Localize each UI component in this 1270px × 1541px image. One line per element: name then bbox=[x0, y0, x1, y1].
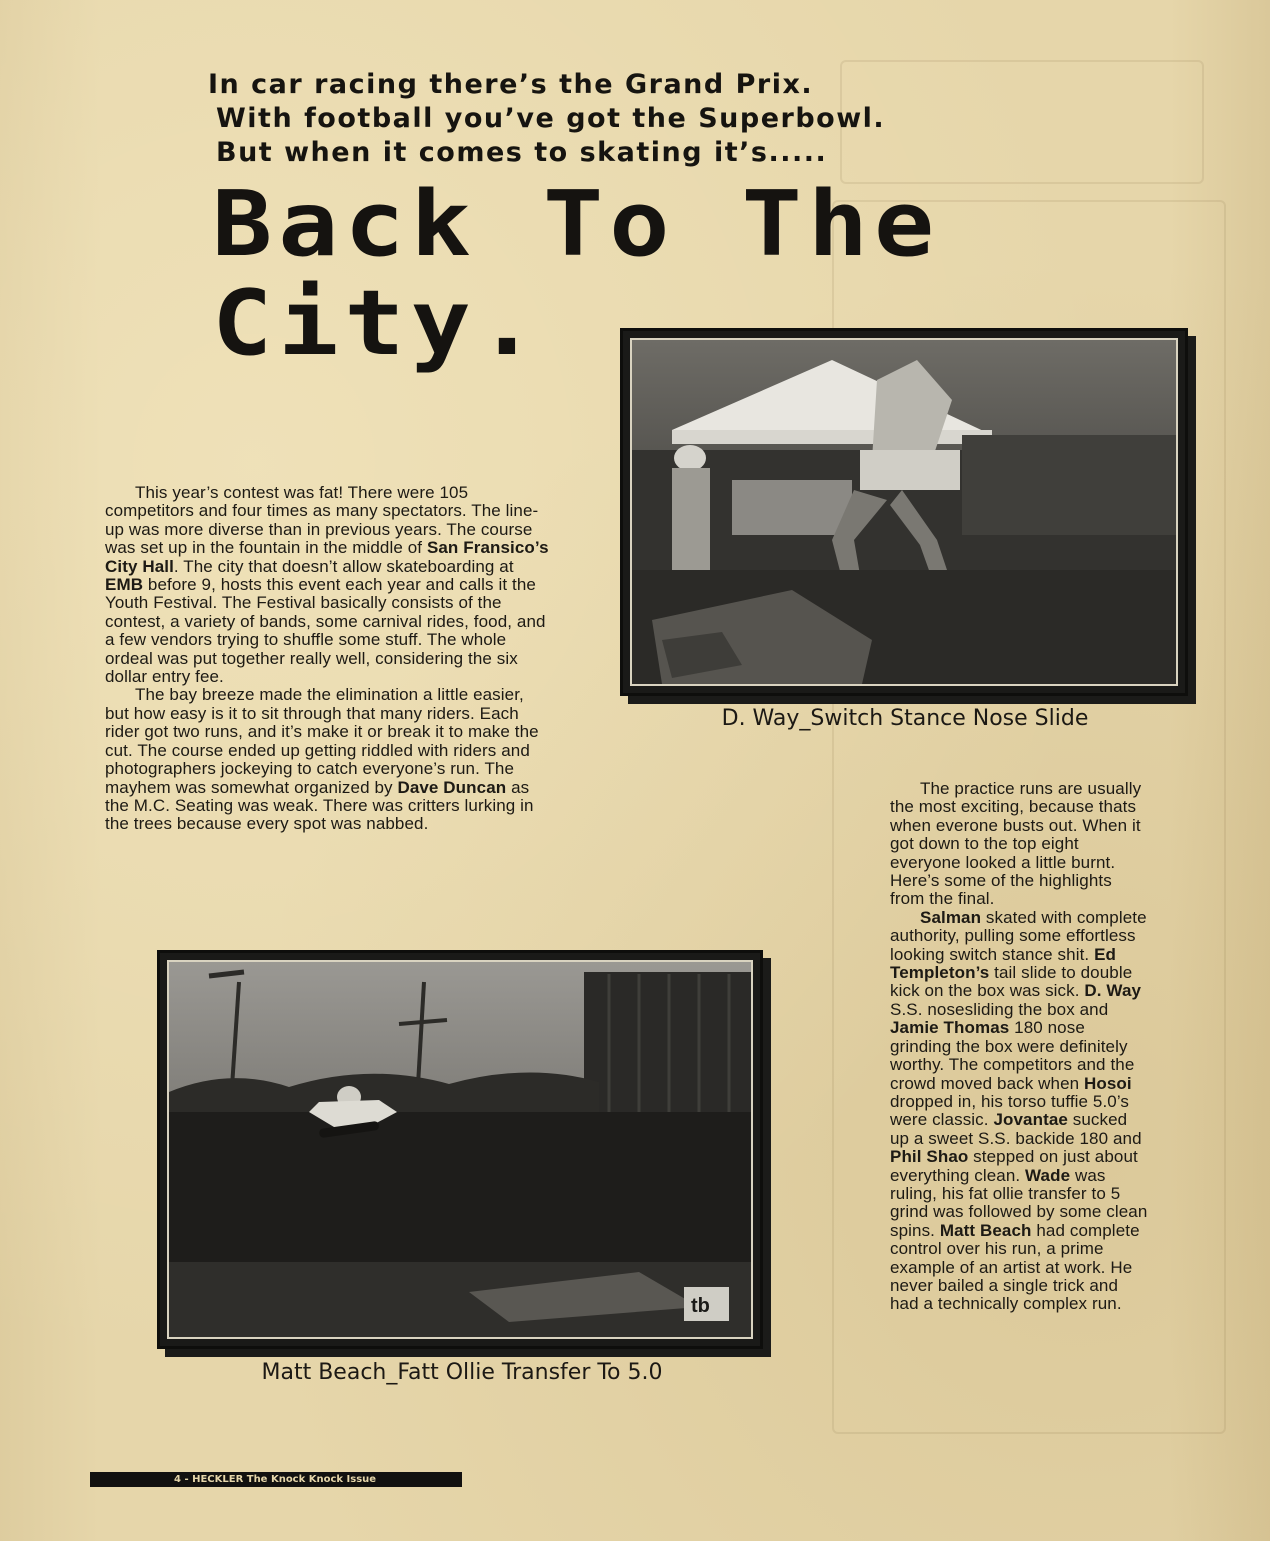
name-highlight: Jovantae bbox=[993, 1110, 1068, 1130]
right-paragraph bbox=[890, 909, 1148, 1314]
tb-sign-text: tb bbox=[691, 1295, 710, 1317]
name-highlight: Phil Shao bbox=[890, 1147, 969, 1167]
body-text-run: S.S. nosesliding the box and bbox=[890, 999, 1109, 1019]
body-text-run: was ruling, his fat ollie transfer to 5 grind was followed by some clean spins. bbox=[890, 1165, 1148, 1240]
name-highlight: Matt Beach bbox=[939, 1220, 1032, 1240]
body-text-run: tail slide to double kick on the box was sick. bbox=[890, 963, 1133, 1001]
article-column-right bbox=[890, 780, 1148, 1314]
tagline-line-3: But when it comes to skating it’s..... bbox=[216, 137, 828, 168]
tagline bbox=[208, 68, 908, 170]
body-text-run: The bay breeze made the elimination a little easier, but how easy is it to sit through that many riders. Each rider got two runs, and it’s make it or break it to make the cut. The course ended up getting riddled with riders and photographers jockeying to catch everyone’s run. The mayhem was somewhat organized by bbox=[105, 685, 539, 797]
left-paragraph bbox=[105, 484, 550, 686]
body-text-run: dropped in, his torso tuffie 5.0’s were classic. bbox=[890, 1091, 1130, 1130]
body-text-run: 180 nose grinding the box were definitely worthy. The competitors and the crowd moved back when bbox=[890, 1018, 1135, 1093]
body-text-run: stepped on just about everything clean. bbox=[890, 1147, 1138, 1185]
body-text-run: as the M.C. Seating was weak. There was critters lurking in the trees because every spot was nabbed. bbox=[105, 777, 534, 834]
left-paragraph bbox=[105, 686, 550, 833]
photo-dway-image bbox=[630, 338, 1178, 686]
photo-dway-noseslide bbox=[620, 328, 1188, 696]
photo-matt-beach-ollie bbox=[157, 950, 763, 1349]
headline: Back To The City. bbox=[212, 171, 941, 376]
body-text-run: The practice runs are usually the most exciting, because thats when everone busts out. When it got down to the top eight everyone looked a little burnt. Here’s some of the highlights from the final. bbox=[890, 779, 1142, 909]
body-text-run: sucked up a sweet S.S. backide 180 and bbox=[890, 1110, 1142, 1148]
tagline-line-2: With football you’ve got the Superbowl. bbox=[216, 103, 886, 134]
article-column-left bbox=[105, 484, 550, 834]
body-text-run: had complete control over his run, a prime example of an artist at work. He never bailed a single trick and had a technically complex run. bbox=[890, 1220, 1140, 1314]
caption-top-photo: D. Way_Switch Stance Nose Slide bbox=[721, 706, 1089, 731]
caption-bottom-photo: Matt Beach_Fatt Ollie Transfer To 5.0 bbox=[261, 1360, 663, 1385]
name-highlight: Wade bbox=[1025, 1165, 1071, 1185]
footer-text: 4 - HECKLER The Knock Knock Issue bbox=[174, 1474, 377, 1485]
name-highlight: EMB bbox=[105, 575, 144, 595]
skateboard-photo-illustration-2 bbox=[169, 962, 751, 1337]
body-text-run: before 9, hosts this event each year and calls it the Youth Festival. The Festival basically consists of the contest, a variety of bands, some carnival rides, food, and a few vendors trying to shuffle some stuff. The whole ordeal was put together really well, considering the six dollar entry fee. bbox=[105, 575, 546, 687]
name-highlight: Salman bbox=[920, 907, 982, 927]
name-highlight: Jamie Thomas bbox=[890, 1018, 1010, 1038]
body-text-run: skated with complete authority, pulling some effortless looking switch stance shit. bbox=[890, 907, 1147, 964]
tagline-line-1: In car racing there’s the Grand Prix. bbox=[208, 69, 814, 100]
body-text-run: This year’s contest was fat! There were 105 competitors and four times as many spectators. The line-up was more diverse than in previous years. The course was set up in the fountain in the middle of bbox=[105, 483, 539, 558]
name-highlight: Dave Duncan bbox=[397, 777, 507, 797]
name-highlight: San Fransico’s City Hall bbox=[105, 538, 549, 576]
body-text-run: . The city that doesn’t allow skateboarding at bbox=[173, 556, 514, 576]
name-highlight: D. Way bbox=[1084, 981, 1142, 1001]
name-highlight: Ed Templeton’s bbox=[890, 944, 1116, 983]
right-paragraph bbox=[890, 780, 1148, 909]
name-highlight: Hosoi bbox=[1084, 1073, 1132, 1093]
page-footer bbox=[90, 1472, 462, 1487]
photo-matt-beach-image bbox=[167, 960, 753, 1339]
skateboard-photo-illustration bbox=[632, 340, 1176, 684]
